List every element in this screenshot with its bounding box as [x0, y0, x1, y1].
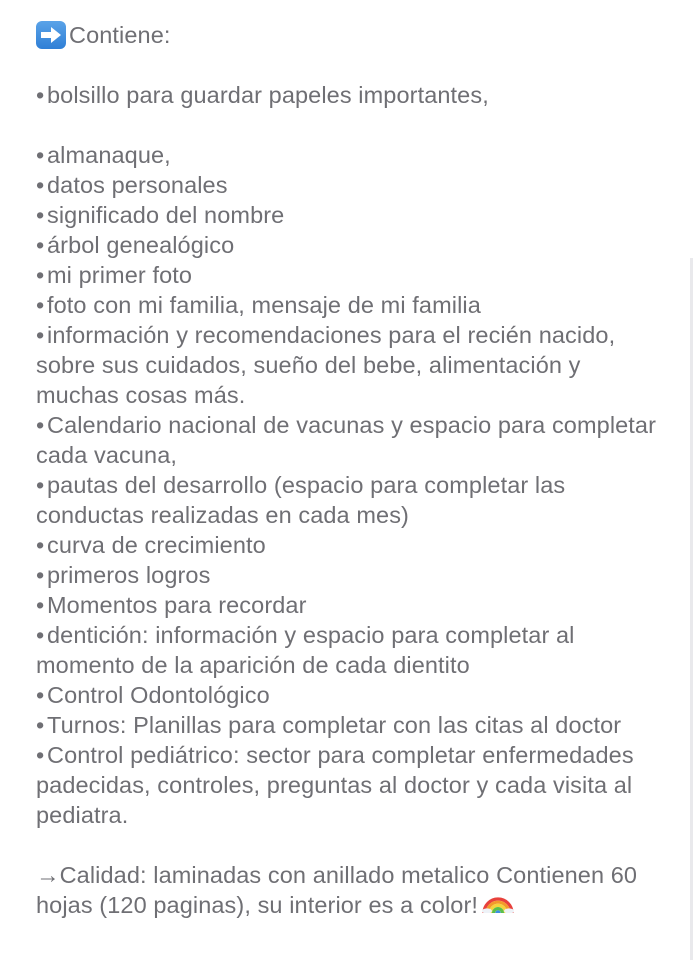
list-item [36, 230, 666, 260]
quality-paragraph [36, 860, 666, 923]
heading-row [36, 20, 666, 50]
bullet: • [36, 712, 45, 738]
list-item [36, 710, 666, 740]
note-body [36, 20, 666, 923]
list-item-text: mi primer foto [47, 262, 193, 288]
list-item-text: primeros logros [47, 562, 211, 588]
bullet: • [36, 742, 45, 768]
list-item-text: Control pediátrico: sector para completar enfermedades padecidas, controles, preguntas al doctor y cada visita al pediatra. [36, 742, 634, 828]
bullet: • [36, 562, 45, 588]
list-item-text: foto con mi familia, mensaje de mi familia [47, 292, 481, 318]
bullet: • [36, 202, 45, 228]
list-item [36, 260, 666, 290]
blank-line [36, 830, 666, 860]
bullet: • [36, 232, 45, 258]
bullet: • [36, 292, 45, 318]
list-item [36, 320, 666, 410]
list-item [36, 410, 666, 470]
blank-line [36, 110, 666, 140]
bullet: • [36, 142, 45, 168]
quality-text: →Calidad: laminadas con anillado metalico Contienen 60 hojas (120 paginas), su interior es a color! [36, 862, 638, 918]
list-item [36, 590, 666, 620]
bullet: • [36, 262, 45, 288]
list-item-text: Calendario nacional de vacunas y espacio para completar cada vacuna, [36, 412, 657, 468]
list-item-text: significado del nombre [47, 202, 285, 228]
list-item-text: información y recomendaciones para el recién nacido, sobre sus cuidados, sueño del bebe, alimentación y muchas cosas más. [36, 322, 616, 408]
rainbow-emoji-icon [482, 887, 514, 920]
list-item: • bolsillo para guardar papeles importantes, [36, 82, 489, 108]
bullet: • [36, 322, 45, 348]
bullet: • [36, 682, 45, 708]
list-item [36, 620, 666, 680]
list-item-text: Control Odontológico [47, 682, 270, 708]
heading-text: Contiene: [69, 22, 171, 48]
list-item [36, 560, 666, 590]
list-item-text: Momentos para recordar [47, 592, 307, 618]
bullet: • [36, 172, 45, 198]
list-item [36, 680, 666, 710]
list-item [36, 170, 666, 200]
blank-line [36, 50, 666, 80]
list-item-text: almanaque, [47, 142, 171, 168]
list-item-text: pautas del desarrollo (espacio para completar las conductas realizadas en cada mes) [36, 472, 566, 528]
bullet: • [36, 592, 45, 618]
bullet: • [36, 472, 45, 498]
list-item-text: datos personales [47, 172, 228, 198]
bullet: • [36, 622, 45, 648]
list-item [36, 530, 666, 560]
list-item [36, 140, 666, 170]
right-arrow-emoji-icon [36, 21, 66, 49]
bullet: • [36, 412, 45, 438]
list-item-text: Turnos: Planillas para completar con las citas al doctor [47, 712, 622, 738]
contents-list [36, 140, 666, 830]
list-item [36, 290, 666, 320]
list-item-text: árbol genealógico [47, 232, 235, 258]
list-item [36, 470, 666, 530]
bullet: • [36, 532, 45, 558]
list-item-text: dentición: información y espacio para completar al momento de la aparición de cada dientito [36, 622, 575, 678]
list-item-text: curva de crecimiento [47, 532, 266, 558]
list-item [36, 200, 666, 230]
bullet: • [36, 82, 45, 108]
list-item [36, 740, 666, 830]
